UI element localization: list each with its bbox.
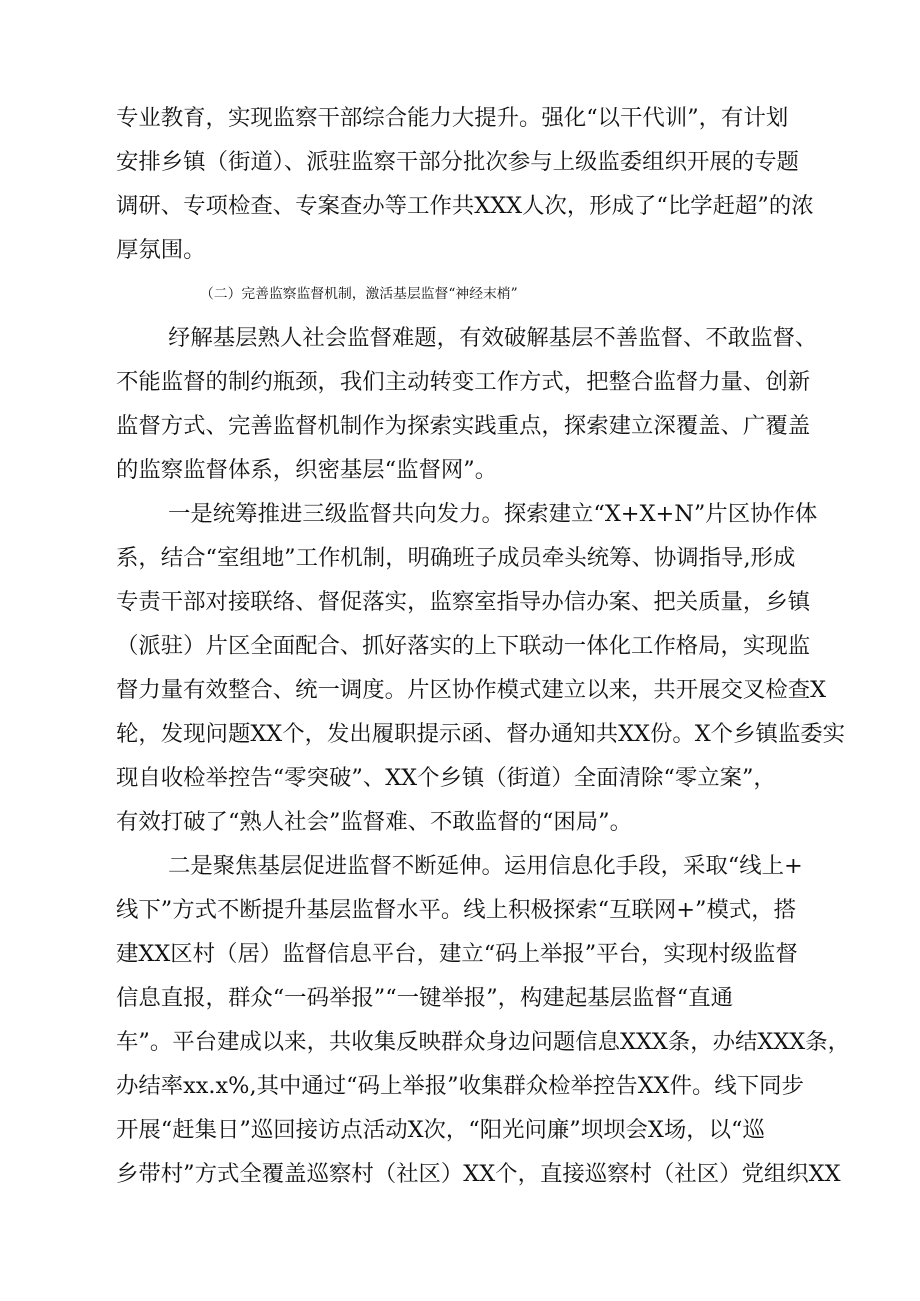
- text-line: 督力量有效整合、统一调度。片区协作模式建立以来，共开展交叉检查X: [116, 677, 827, 703]
- text-line: （派驻）片区全面配合、抓好落实的上下联动一体化工作格局，实现监: [116, 633, 811, 659]
- text-line: 一是统筹推进三级监督共向发力。探索建立“X+X+N”片区协作体: [168, 501, 818, 527]
- text-line: 专业教育，实现监察干部综合能力大提升。强化“以干代训”，有计划: [116, 105, 789, 131]
- text-line: 专责干部对接联络、督促落实，监察室指导办信办案、把关质量，乡镇: [116, 589, 811, 615]
- text-line: 调研、专项检查、专案查办等工作共XXX人次，形成了“比学赶超”的浓: [116, 193, 814, 219]
- text-line: 车”。平台建成以来，共收集反映群众身边问题信息XXX条，办结XXX条，: [116, 1029, 851, 1055]
- text-line: 建XX区村（居）监督信息平台，建立“码上举报”平台，实现村级监督: [116, 941, 798, 967]
- text-line: 监督方式、完善监督机制作为探索实践重点，探索建立深覆盖、广覆盖: [116, 413, 811, 439]
- text-line: 办结率xx.x%,其中通过“码上举报”收集群众检举控告XX件。线下同步: [116, 1073, 804, 1099]
- text-line: 不能监督的制约瓶颈，我们主动转变工作方式，把整合监督力量、创新: [116, 369, 811, 395]
- text-line: 纾解基层熟人社会监督难题，有效破解基层不善监督、不敢监督、: [168, 325, 818, 351]
- text-line: 轮，发现问题XX个，发出履职提示函、督办通知共XX份。X个乡镇监委实: [116, 721, 846, 747]
- text-line: 二是聚焦基层促进监督不断延伸。运用信息化手段，采取“线上+: [168, 853, 803, 879]
- text-line: 有效打破了“熟人社会”监督难、不敢监督的“困局”。: [116, 809, 632, 835]
- text-line: 的监察监督体系，织密基层“监督网”。: [116, 457, 498, 483]
- text-line: 乡带村”方式全覆盖巡察村（社区）XX个，直接巡察村（社区）党组织XX: [116, 1161, 841, 1187]
- section-heading: （二）完善监察监督机制，激活基层监督“神经末梢”: [200, 286, 518, 302]
- text-line: 系，结合“室组地”工作机制，明确班子成员牵头统筹、协调指导,形成: [116, 545, 796, 571]
- text-line: 信息直报，群众“一码举报”“一键举报”，构建起基层监督“直通: [116, 985, 733, 1011]
- text-line: 线下”方式不断提升基层监督水平。线上积极探索“互联网+”模式，搭: [116, 897, 797, 923]
- text-line: 现自收检举控告“零突破”、XX个乡镇（街道）全面清除“零立案”，: [116, 765, 776, 791]
- text-line: 开展“赶集日”巡回接访点活动X次，“阳光问廉”坝坝会X场，以“巡: [116, 1117, 765, 1143]
- text-line: 安排乡镇（街道）、派驻监察干部分批次参与上级监委组织开展的专题: [116, 149, 799, 175]
- text-line: 厚氛围。: [116, 237, 206, 263]
